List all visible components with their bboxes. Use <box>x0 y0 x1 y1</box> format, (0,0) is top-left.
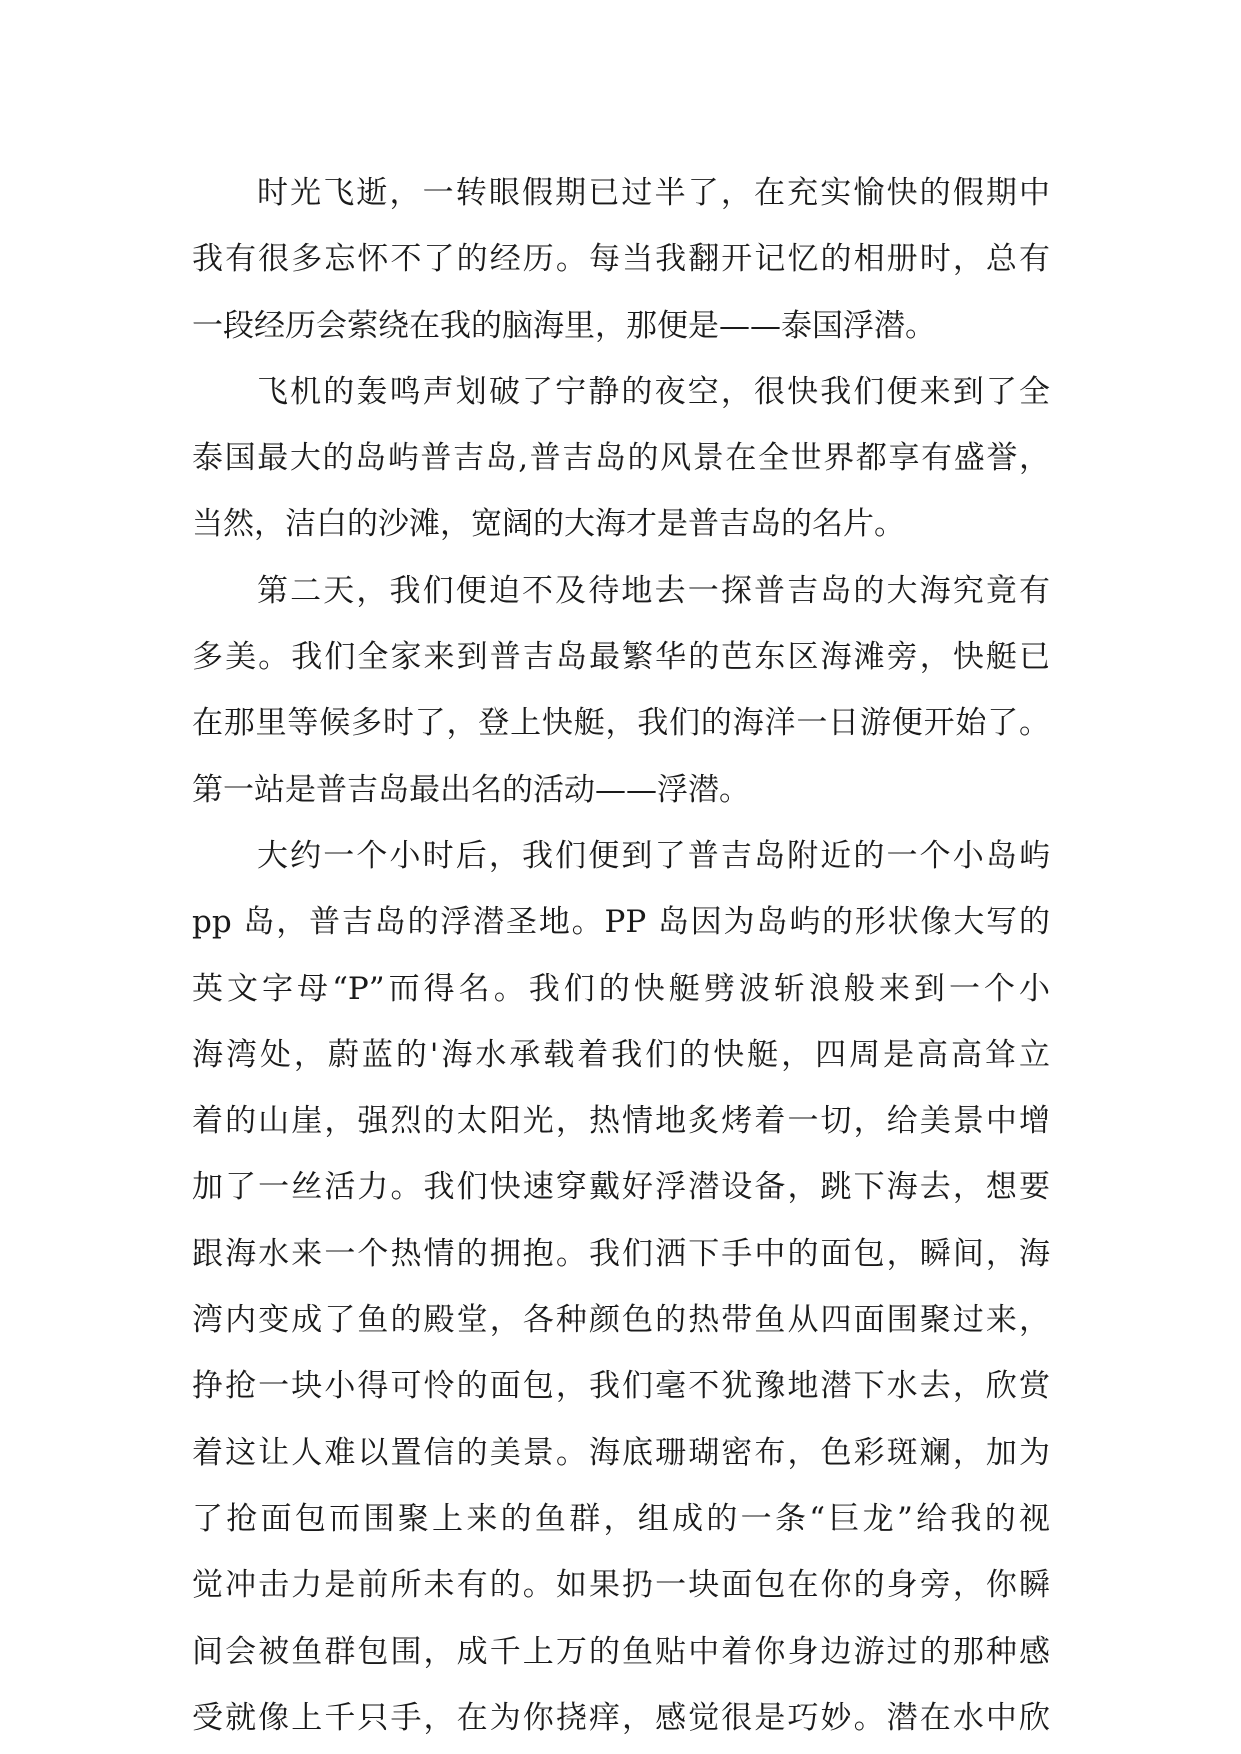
text-line: 跟海水来一个热情的拥抱。我们洒下手中的面包，瞬间，海 <box>192 1235 1050 1272</box>
text-line: 我有很多忘怀不了的经历。每当我翻开记忆的相册时，总有 <box>192 241 1050 278</box>
text-line: 受就像上千只手，在为你挠痒，感觉很是巧妙。潜在水中欣 <box>192 1699 1050 1736</box>
text-line: 加了一丝活力。我们快速穿戴好浮潜设备，跳下海去，想要 <box>192 1169 1050 1206</box>
text-line: 海湾处，蔚蓝的'海水承载着我们的快艇，四周是高高耸立 <box>192 1036 1050 1073</box>
text-line: 觉冲击力是前所未有的。如果扔一块面包在你的身旁，你瞬 <box>192 1567 1050 1604</box>
text-line: 了抢面包而围聚上来的鱼群，组成的一条“巨龙”给我的视 <box>192 1500 1050 1537</box>
text-line: 泰国最大的岛屿普吉岛,普吉岛的风景在全世界都享有盛誉， <box>192 440 1050 477</box>
text-line: 挣抢一块小得可怜的面包，我们毫不犹豫地潜下水去，欣赏 <box>192 1368 1050 1405</box>
text-line: 时光飞逝，一转眼假期已过半了，在充实愉快的假期中 <box>257 175 1050 211</box>
text-line: 第二天，我们便迫不及待地去一探普吉岛的大海究竟有 <box>257 572 1050 609</box>
text-line: 湾内变成了鱼的殿堂，各种颜色的热带鱼从四面围聚过来， <box>192 1302 1050 1339</box>
text-line: 间会被鱼群包围，成千上万的鱼贴中着你身边游过的那种感 <box>192 1633 1050 1670</box>
text-line: 大约一个小时后，我们便到了普吉岛附近的一个小岛屿 <box>257 837 1050 874</box>
text-line: pp 岛，普吉岛的浮潜圣地。PP 岛因为岛屿的形状像大写的 <box>192 904 1050 941</box>
text-line: 着这让人难以置信的美景。海底珊瑚密布，色彩斑斓，加为 <box>192 1434 1050 1471</box>
text-line: 在那里等候多时了，登上快艇，我们的海洋一日游便开始了。 <box>192 705 1050 742</box>
essay-body <box>192 160 1050 1751</box>
text-line: 一段经历会萦绕在我的脑海里，那便是——泰国浮潜。 <box>192 307 936 344</box>
text-line: 当然，洁白的沙滩，宽阔的大海才是普吉岛的名片。 <box>192 506 905 543</box>
text-line: 英文字母“P”而得名。我们的快艇劈波斩浪般来到一个小 <box>192 970 1050 1007</box>
text-line: 第一站是普吉岛最出名的活动——浮潜。 <box>192 771 750 808</box>
text-line: 多美。我们全家来到普吉岛最繁华的芭东区海滩旁，快艇已 <box>192 639 1050 676</box>
text-line: 飞机的轰鸣声划破了宁静的夜空，很快我们便来到了全 <box>257 373 1050 410</box>
text-line: 着的山崖，强烈的太阳光，热情地炙烤着一切，给美景中增 <box>192 1103 1050 1140</box>
